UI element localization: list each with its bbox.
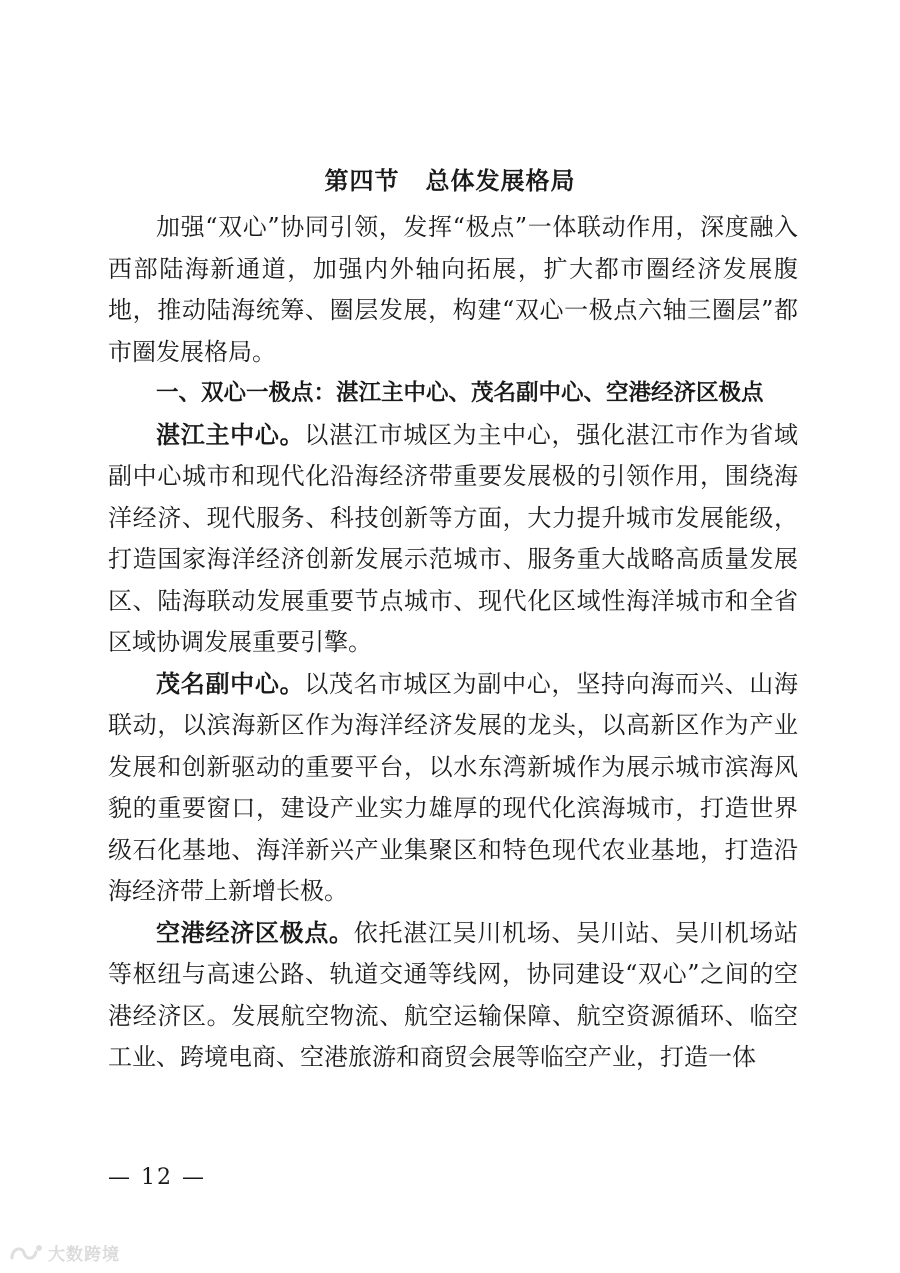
page-number: — 12 —: [108, 1165, 206, 1190]
watermark: [8, 1240, 120, 1265]
document-body: [108, 207, 798, 1079]
zhanjiang-lead: 湛江主中心。: [156, 420, 305, 449]
maoming-lead: 茂名副中心。: [156, 669, 305, 698]
zhanjiang-paragraph: [108, 415, 798, 664]
zhanjiang-text: 以湛江市城区为主中心，强化湛江市作为省域副中心城市和现代化沿海经济带重要发展极的引领作用，围绕海洋经济、现代服务、科技创新等方面，大力提升城市发展能级，打造国家海洋经济创新发展示范城市、服务重大战略高质量发展区、陆海联动发展重要节点城市、现代化区域性海洋城市和全省区域协调发展重要引擎。: [108, 420, 799, 656]
subsection-heading: 一、双心一极点：湛江主中心、茂名副中心、空港经济区极点: [156, 380, 764, 406]
intro-paragraph: 加强“双心”协同引领，发挥“极点”一体联动作用，深度融入西部陆海新通道，加强内外轴向拓展，扩大都市圈经济发展腹地，推动陆海统筹、圈层发展，构建“双心一极点六轴三圈层”都市圈发展格局。: [108, 213, 798, 366]
watermark-logo-icon: [8, 1242, 44, 1264]
section-title-text: 总体发展格局: [425, 167, 576, 196]
airport-paragraph: [108, 913, 798, 1079]
section-title: [0, 163, 900, 199]
watermark-text: 大数跨境: [48, 1245, 120, 1265]
maoming-paragraph: [108, 664, 798, 913]
section-number: 第四节: [324, 167, 400, 196]
airport-text: 依托湛江吴川机场、吴川站、吴川机场站等枢纽与高速公路、轨道交通等线网，协同建设“双心”之间的空港经济区。发展航空物流、航空运输保障、航空资源循环、临空工业、跨境电商、空港旅游和商贸会展等临空产业，打造一体: [108, 918, 799, 1071]
airport-lead: 空港经济区极点。: [156, 918, 354, 947]
maoming-text: 以茂名市城区为副中心，坚持向海而兴、山海联动，以滨海新区作为海洋经济发展的龙头，以高新区作为产业发展和创新驱动的重要平台，以水东湾新城作为展示城市滨海风貌的重要窗口，建设产业实力雄厚的现代化滨海城市，打造世界级石化基地、海洋新兴产业集聚区和特色现代农业基地，打造沿海经济带上新增长极。: [108, 669, 799, 905]
